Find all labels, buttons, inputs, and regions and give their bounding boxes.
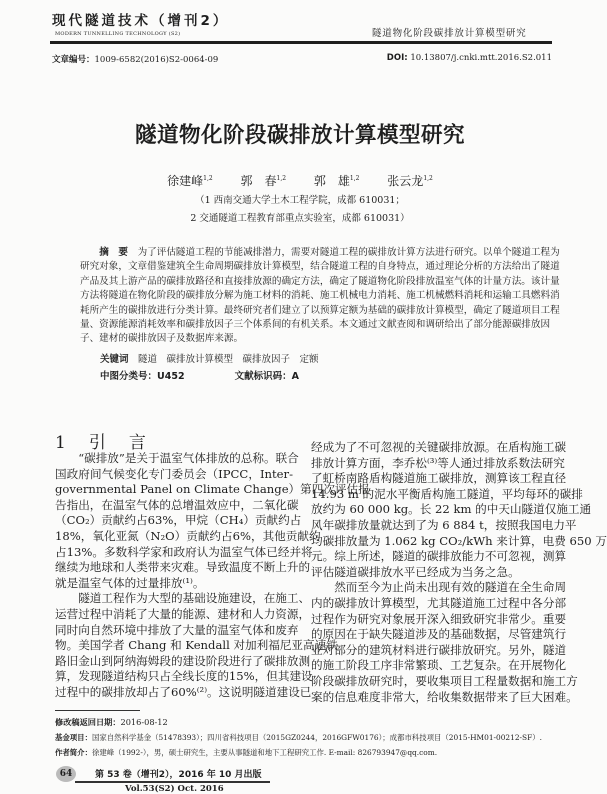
doi-label: DOI: bbox=[386, 53, 408, 63]
paragraph-line: 内的碳排放计算模型，尤其隧道施工过程中各分部 bbox=[311, 595, 567, 610]
paragraph-line: 运营过程中消耗了大量的能源、建材和人力资源， bbox=[55, 606, 311, 621]
keywords-value: 隧道 碳排放计算模型 碳排放因子 定额 bbox=[138, 354, 319, 365]
footnote-fund bbox=[55, 732, 542, 743]
footnote-author bbox=[55, 747, 437, 758]
journal-name: 现代隧道技术（增刊2） bbox=[52, 13, 230, 29]
paragraph-line: 18%，氧化亚氮（N₂O）贡献约占6%，其他贡献约 bbox=[55, 528, 321, 543]
footnote-received bbox=[55, 717, 168, 728]
paragraph-line: 元。综上所述，隧道的碳排放能力不可忽视，测算 bbox=[311, 549, 567, 564]
footnote-text: 徐建峰（1992-），男，硕士研究生，主要从事隧道和地下工程研究工作. E-mail: 826793947@qq.com. bbox=[91, 748, 438, 757]
paragraph-line: 14.93 m 的泥水平衡盾构施工隧道，平均每环的碳排 bbox=[311, 486, 583, 501]
author-name: 徐建峰 bbox=[167, 174, 204, 188]
running-title: 隧道物化阶段碳排放计算模型研究 bbox=[372, 28, 527, 39]
paragraph-line: 经成为了不可忽视的关键碳排放源。在盾构施工碳 bbox=[311, 440, 567, 454]
abstract-label: 摘 要 bbox=[99, 247, 128, 258]
paragraph-line: 然而至今为止尚未出现有效的隧道在全生命周 bbox=[334, 580, 567, 595]
issue-info: 第 53 卷（增刊2），2016 年 10 月出版 bbox=[95, 770, 262, 780]
footer-divider bbox=[75, 781, 270, 783]
paragraph-line: 的原因在于缺失隧道涉及的基础数据，尽管建筑行 bbox=[311, 627, 567, 642]
paragraph-line: 案的信息难度非常大，给收集数据带来了巨大困难。 bbox=[311, 689, 578, 704]
author-affiliation-mark: 1,2 bbox=[349, 175, 360, 182]
author-name: 张云龙 bbox=[387, 174, 424, 188]
paragraph-line: 继续为地球和人类带来灾难。导致温度不断上升的 bbox=[55, 560, 311, 575]
paragraph-line: 风年碳排放量就达到了为 6 884 t，按照我国电力平 bbox=[311, 517, 577, 532]
body-right-column bbox=[311, 440, 607, 705]
paragraph-line: “碳排放”是关于温室气体排放的总称。联合 bbox=[78, 451, 299, 465]
paragraph-line: （CO₂）贡献约占63%，甲烷（CH₄）贡献约占 bbox=[55, 513, 302, 528]
abstract-line: 子、建材的碳排放因子及数据库来源。 bbox=[80, 333, 244, 345]
paragraph-line: 均碳排放量为 1.062 kg CO₂/kWh 来计算，电费 650 万 bbox=[311, 533, 607, 548]
paragraph-line: 同时向自然环境中排放了大量的温室气体和废弃 bbox=[55, 622, 299, 637]
author-affiliation-mark: 1,2 bbox=[423, 175, 433, 182]
doi bbox=[387, 53, 552, 63]
section-number: 1 bbox=[55, 433, 69, 453]
doi-value[interactable]: 10.13807/j.cnki.mtt.2016.S2.011 bbox=[410, 53, 552, 63]
paragraph-line: 排放计算方面，李乔松⁽³⁾等人通过排放系数法研究 bbox=[311, 455, 565, 470]
paragraph-line: 占13%。多数科学家和政府认为温室气体已经并将 bbox=[55, 544, 313, 559]
paragraph-line: 业对部分的建筑材料进行碳排放研究。另外，隧道 bbox=[311, 642, 567, 657]
journal-name-english: MODERN TUNNELLING TECHNOLOGY (S2) bbox=[55, 31, 181, 37]
abstract-line bbox=[80, 246, 560, 260]
paragraph-line: 隧道工程作为大型的基础设施建设，在施工、 bbox=[78, 591, 311, 606]
section-title: 引 言 bbox=[88, 433, 149, 453]
paragraph-line: 的施工阶段工序非常繁琐、工艺复杂。在开展物化 bbox=[311, 658, 567, 673]
paragraph-line: 放约为 60 000 kg。长 22 km 的中天山隧道仅施工通 bbox=[311, 502, 592, 517]
volume-info: Vol.53(S2) Oct. 2016 bbox=[125, 784, 224, 794]
header-divider bbox=[50, 41, 552, 44]
paragraph-line: 阶段碳排放研究时，要收集项目工程量数据和施工方 bbox=[311, 673, 578, 688]
paragraph-line: 算，发现隧道结构只占全线长度的15%，但其建设 bbox=[55, 669, 313, 684]
author-name: 郭 雄 bbox=[313, 174, 350, 188]
abstract-text: 为了评估隧道工程的节能减排潜力，需要对隧道工程的碳排放计算方法进行研究。以单个隧道工程为 bbox=[137, 247, 560, 258]
abstract-line: 量、资源能源消耗效率和碳排放因子三个体系间的有机关系。本文通过文献查阅和调研给出了部分能源碳排放因 bbox=[80, 319, 551, 331]
paper-title: 隧道物化阶段碳排放计算模型研究 bbox=[134, 123, 465, 148]
article-number bbox=[52, 53, 218, 65]
footnote-text: 国家自然科学基金（51478393）；四川省科技项目（2015GZ0244，2016GFW0176）；成都市科技项目（2015-HM01-00212-SF）. bbox=[91, 733, 542, 742]
article-number-value: 1009-6582(2016)S2-0064-09 bbox=[94, 55, 219, 65]
author-affiliation-mark: 1,2 bbox=[203, 175, 213, 182]
author-list bbox=[0, 172, 600, 189]
abstract-line: 研究对象，文章借鉴建筑全生命周期碳排放计算模型，结合隧道工程的自身特点，通过理论分析的方法给出了隧道 bbox=[80, 261, 560, 273]
classification bbox=[100, 368, 299, 382]
paragraph-line: 就是温室气体的过量排放⁽¹⁾。 bbox=[55, 575, 205, 590]
footnote-divider bbox=[55, 710, 140, 711]
paragraph-line: 物。美国学者 Chang 和 Kendall 对加利福尼亚高速铁 bbox=[55, 638, 338, 653]
author bbox=[387, 174, 433, 188]
keywords bbox=[100, 351, 319, 365]
paragraph-line: governmental Panel on Climate Change）第四次评估报 bbox=[55, 482, 370, 497]
classification-label: 中图分类号： bbox=[100, 371, 158, 382]
abstract bbox=[80, 246, 560, 347]
body-left-column bbox=[55, 451, 370, 701]
document-code-label: 文献标识码： bbox=[234, 371, 292, 382]
paragraph-line: 过程作为研究对象展开深入细致研究非常少。重要 bbox=[311, 611, 567, 626]
section-heading bbox=[55, 428, 149, 453]
keywords-label: 关键词 bbox=[100, 354, 129, 365]
affiliation-1: （1 西南交通大学土木工程学院，成都 610031； bbox=[195, 195, 405, 206]
footnote-label: 基金项目： bbox=[55, 733, 92, 742]
footnote-label: 修改稿返回日期： bbox=[55, 717, 121, 727]
affiliation-2: 2 交通隧道工程教育部重点实验室，成都 610031） bbox=[190, 213, 410, 224]
abstract-line: 产品及其上游产品的碳排放路径和直接排放源的确定方法，确定了隧道物化阶段排放温室气体的计量方法。该计量 bbox=[80, 275, 560, 287]
author bbox=[167, 174, 213, 188]
author-affiliation-mark: 1,2 bbox=[276, 175, 287, 182]
author bbox=[241, 174, 287, 188]
paragraph-line: 国政府间气候变化专门委员会（IPCC，Inter- bbox=[55, 466, 293, 481]
paragraph-line: 告指出，在温室气体的总增温效应中，二氧化碳 bbox=[55, 497, 299, 512]
author-name: 郭 春 bbox=[240, 174, 277, 188]
footnote-label: 作者简介： bbox=[55, 748, 92, 757]
paragraph-line: 路旧金山到阿纳海姆段的建设阶段进行了碳排放测 bbox=[55, 653, 311, 668]
paragraph-line: 评估隧道碳排放水平已经成为当务之急。 bbox=[311, 564, 520, 579]
abstract-line: 耗所产生的碳排放进行分类计算。最终研究者们建立了以预算定额为基础的碳排放计算模型，确定了隧道项目工程 bbox=[80, 304, 560, 316]
classification-value: U452 bbox=[157, 371, 185, 382]
page-number: 64 bbox=[56, 766, 76, 782]
author bbox=[314, 174, 360, 188]
paragraph-line: 过程中的碳排放却占了60%⁽²⁾。这说明隧道建设已 bbox=[55, 684, 312, 699]
paragraph-line: 了虹桥南路盾构隧道施工碳排放，测算该工程直径 bbox=[311, 471, 567, 486]
abstract-line: 方法将隧道在物化阶段的碳排放分解为施工材料的消耗、施工机械电力消耗、施工机械燃料消耗和运输工具燃料消 bbox=[80, 290, 560, 302]
article-number-label: 文章编号： bbox=[52, 55, 95, 65]
footnote-text: 2016-08-12 bbox=[120, 717, 168, 727]
document-code-value: A bbox=[291, 371, 299, 382]
